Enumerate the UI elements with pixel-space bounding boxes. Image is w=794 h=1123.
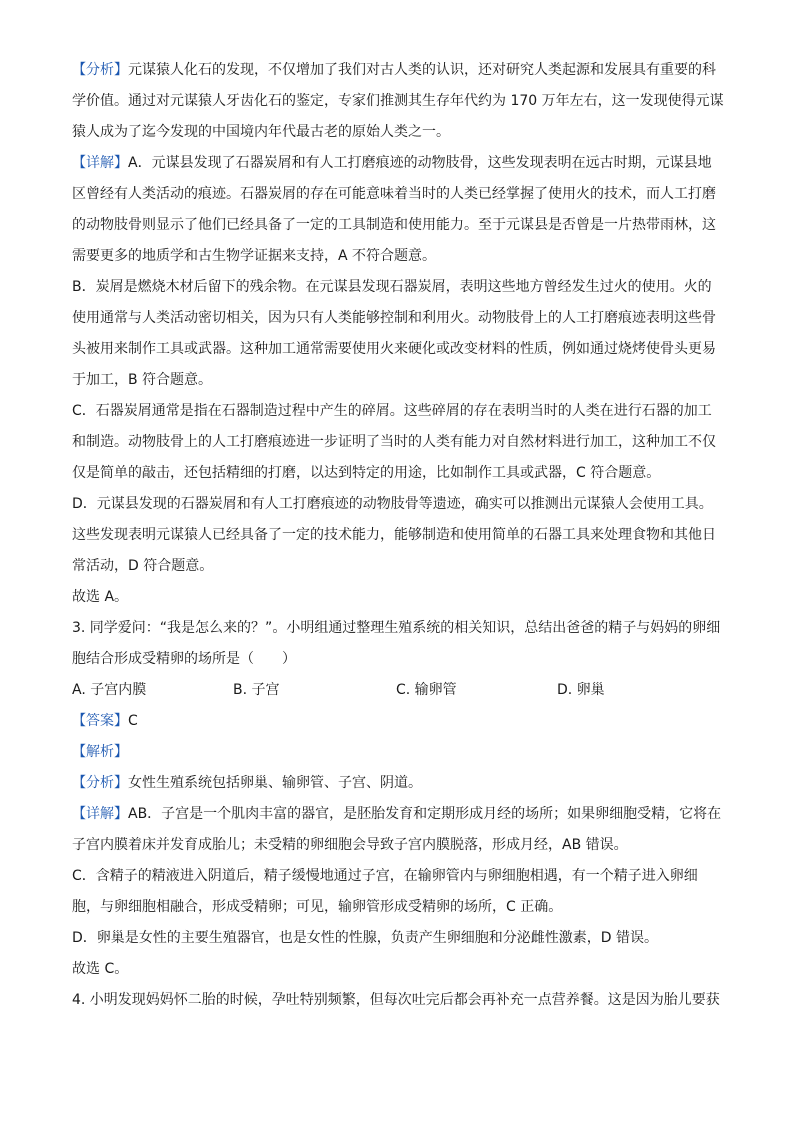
q3-option-c-line-2: 胞，与卵细胞相融合，形成受精卵；可见，输卵管形成受精卵的场所，C 正确。: [72, 899, 563, 915]
detail-line-3: 的动物肢骨则显示了他们已经具备了一定的工具制造和使用能力。至于元谋县是否曾是一片热带雨林，这: [72, 217, 716, 233]
analysis-tag: 【分析】: [72, 62, 128, 78]
question-3-line-2: 胞结合形成受精卵的场所是（ ）: [72, 651, 296, 667]
question-3-option-c: C. 输卵管: [396, 682, 457, 698]
option-c-line-3: 仅是简单的敲击，还包括精细的打磨，以达到特定的用途，比如制作工具或武器，C 符合题意。: [72, 465, 661, 481]
q3-detail-line-2: 子宫内膜着床并发育成胎儿；未受精的卵细胞会导致子宫内膜脱落，形成月经，AB 错误。: [72, 837, 628, 853]
analysis-line-3: 猿人成为了迄今发现的中国境内年代最古老的原始人类之一。: [72, 124, 450, 140]
option-b-line-2: 使用通常与人类活动密切相关，因为只有人类能够控制和利用火。动物肢骨上的人工打磨痕迹表明这些骨: [72, 310, 716, 326]
question-3-line-1: 3. 同学爱问：“我是怎么来的？”。小明组通过整理生殖系统的相关知识，总结出爸爸的精子与妈妈的卵细: [72, 620, 721, 636]
q3-analysis-tag: 【分析】: [72, 775, 128, 791]
question-3-option-d: D. 卵巢: [557, 682, 605, 698]
question-3-option-b: B. 子宫: [233, 682, 280, 698]
analysis-line-2: 学价值。通过对元谋猿人牙齿化石的鉴定，专家们推测其生存年代约为 170 万年左右，这一发现使得元谋: [72, 93, 724, 109]
option-c-line-2: 和制造。动物肢骨上的人工打磨痕迹进一步证明了当时的人类有能力对自然材料进行加工，这种加工不仅: [72, 434, 716, 450]
analysis-line-1: 【分析】元谋猿人化石的发现，不仅增加了我们对古人类的认识，还对研究人类起源和发展具有重要的科: [72, 62, 716, 78]
option-b-line-1: B．炭屑是燃烧木材后留下的残余物。在元谋县发现石器炭屑，表明这些地方曾经发生过火的使用。火的: [72, 279, 712, 295]
question-3-option-a: A. 子宫内膜: [72, 682, 147, 698]
jiexi-tag: 【解析】: [72, 744, 128, 760]
q3-option-c-line-1: C．含精子的精液进入阴道后，精子缓慢地通过子宫，在输卵管内与卵细胞相遇，有一个精子进入卵细: [72, 868, 698, 884]
answer-line: [72, 711, 138, 731]
option-d-line-3: 常活动，D 符合题意。: [72, 558, 214, 574]
option-b-line-4: 于加工，B 符合题意。: [72, 372, 213, 388]
option-d-line-1: D．元谋县发现的石器炭屑和有人工打磨痕迹的动物肢骨等遗迹，确实可以推测出元谋猿人会使用工具。: [72, 496, 713, 512]
question-4-line-1: 4. 小明发现妈妈怀二胎的时候，孕吐特别频繁，但每次吐完后都会再补充一点营养餐。这是因为胎儿要获: [72, 992, 720, 1008]
q3-option-d-line: D．卵巢是女性的主要生殖器官，也是女性的性腺，负责产生卵细胞和分泌雌性激素，D 错误。: [72, 930, 659, 946]
q3-analysis-line: 【分析】女性生殖系统包括卵巢、输卵管、子宫、阴道。: [72, 775, 422, 791]
jiexi-line: [72, 742, 128, 762]
detail-tag: 【详解】: [72, 155, 128, 171]
choice-line: 故选 A。: [72, 589, 129, 605]
option-c-line-1: C．石器炭屑通常是指在石器制造过程中产生的碎屑。这些碎屑的存在表明当时的人类在进行石器的加工: [72, 403, 712, 419]
answer-tag: 【答案】: [72, 713, 128, 729]
detail-line-1: 【详解】A．元谋县发现了石器炭屑和有人工打磨痕迹的动物肢骨，这些发现表明在远古时期，元谋县地: [72, 155, 712, 171]
option-b-line-3: 头被用来制作工具或武器。这种加工通常需要使用火来硬化或改变材料的性质，例如通过烧烤使骨头更易: [72, 341, 716, 357]
q3-choice-line: 故选 C。: [72, 961, 129, 977]
detail-line-4: 需要更多的地质学和古生物学证据来支持，A 不符合题意。: [72, 248, 437, 264]
detail-line-2: 区曾经有人类活动的痕迹。石器炭屑的存在可能意味着当时的人类已经掌握了使用火的技术，而人工打磨: [72, 186, 716, 202]
q3-detail-tag: 【详解】: [72, 806, 128, 822]
option-d-line-2: 这些发现表明元谋猿人已经具备了一定的技术能力，能够制造和使用简单的石器工具来处理食物和其他日: [72, 527, 716, 543]
q3-detail-line-1: 【详解】AB．子宫是一个肌肉丰富的器官，是胚胎发育和定期形成月经的场所；如果卵细胞受精，它将在: [72, 806, 722, 822]
answer-value: C: [128, 713, 138, 729]
